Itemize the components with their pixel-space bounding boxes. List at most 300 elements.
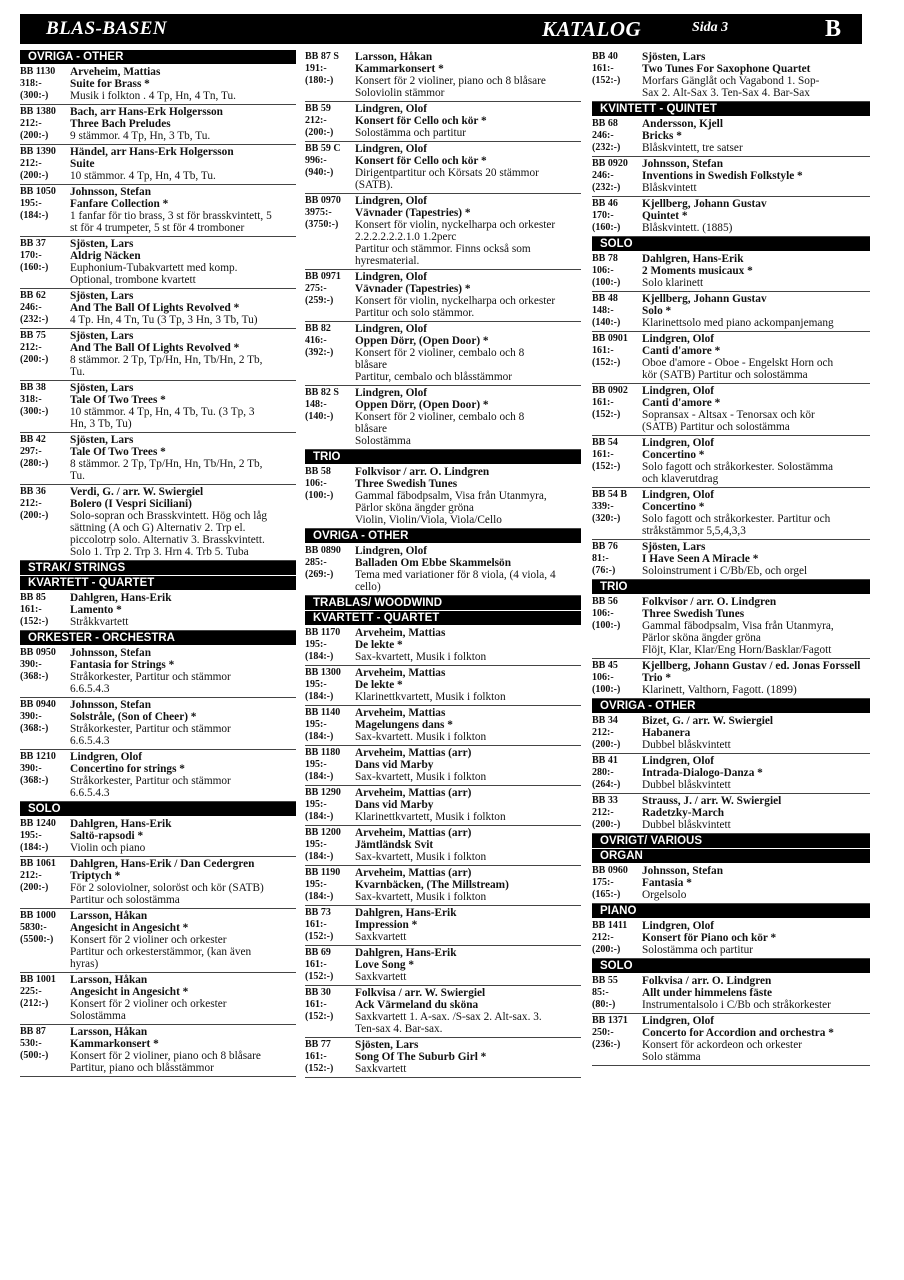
price: 161:- (305, 959, 327, 970)
catalog-code: BB 0902 (592, 385, 628, 396)
price: 280:- (592, 767, 614, 778)
catalog-entry (305, 826, 581, 866)
price: 175:- (592, 877, 614, 888)
catalog-code: BB 41 (592, 755, 618, 766)
member-price: (232:-) (592, 182, 621, 193)
catalog-entry (305, 786, 581, 826)
member-price: (152:-) (592, 75, 621, 86)
member-price: (269:-) (305, 569, 334, 580)
work-description: Konsert för 2 violiner och orkester Partitur och orkesterstämmor, (kan även hyras) (70, 934, 252, 970)
composer-name: Sjösten, Lars (70, 330, 134, 342)
catalog-entry (20, 105, 296, 145)
catalog-entry (20, 750, 296, 802)
price: 161:- (592, 397, 614, 408)
work-title: Fantasia for Strings * (70, 659, 175, 671)
price: 339:- (592, 501, 614, 512)
entry-code-row (592, 865, 870, 877)
work-description: Konsert för violin, nyckelharpa och orkester Partitur och solo stämmor. (355, 295, 556, 319)
entry-desc-row (20, 616, 296, 628)
work-title: 2 Moments musicaux * (642, 265, 753, 277)
composer-name: Strauss, J. / arr. W. Swiergiel (642, 795, 782, 807)
member-price: (152:-) (305, 931, 334, 942)
member-price: (80:-) (592, 999, 616, 1010)
entry-code-row (592, 333, 870, 345)
catalog-code: BB 1411 (592, 920, 628, 931)
composer-name: Lindgren, Olof (642, 437, 714, 449)
entry-desc-row (305, 127, 581, 139)
catalog-entry (592, 332, 870, 384)
catalog-entry (592, 50, 870, 102)
entry-code-row (20, 751, 296, 763)
entry-title-row (305, 999, 581, 1011)
price: 5830:- (20, 922, 47, 933)
entry-title-row (592, 63, 870, 75)
work-title: Canti d'amore * (642, 397, 721, 409)
entry-code-row (305, 466, 581, 478)
work-description: 8 stämmor. 2 Tp, Tp/Hn, Hn, Tb/Hn, 2 Tb, Tu. (70, 354, 263, 378)
catalog-code: BB 30 (305, 987, 331, 998)
section-header: TRIO (592, 580, 870, 594)
catalog-code: BB 33 (592, 795, 618, 806)
catalog-code: BB 1180 (305, 747, 341, 758)
entry-desc-row (592, 75, 870, 99)
member-price: (368:-) (20, 775, 49, 786)
entry-title-row (592, 932, 870, 944)
catalog-entry (592, 292, 870, 332)
price: 246:- (592, 130, 614, 141)
entry-code-row (592, 158, 870, 170)
price: 195:- (305, 879, 327, 890)
entry-title-row (592, 449, 870, 461)
price: 212:- (20, 118, 42, 129)
entry-code-row (20, 858, 296, 870)
catalog-entry (305, 946, 581, 986)
entry-desc-row (305, 691, 581, 703)
work-description: 8 stämmor. 2 Tp, Tp/Hn, Hn, Tb/Hn, 2 Tb, Tu. (70, 458, 263, 482)
entry-desc-row (305, 771, 581, 783)
catalog-code: BB 1380 (20, 106, 56, 117)
composer-name: Folkvisa / arr. W. Swiergiel (355, 987, 486, 999)
entry-title-row (20, 342, 296, 354)
catalog-code: BB 62 (20, 290, 46, 301)
entry-code-row (305, 707, 581, 719)
price: 297:- (20, 446, 42, 457)
work-title: Tale Of Two Trees * (70, 446, 166, 458)
brand-title: BLAS-BASEN (46, 18, 168, 39)
entry-desc-row (305, 219, 581, 267)
entry-title-row (592, 397, 870, 409)
member-price: (232:-) (20, 314, 49, 325)
composer-name: Lindgren, Olof (355, 545, 427, 557)
entry-title-row (20, 986, 296, 998)
entry-title-row (305, 115, 581, 127)
composer-name: Lindgren, Olof (355, 323, 427, 335)
composer-name: Johnsson, Stefan (70, 186, 151, 198)
catalog-code: BB 68 (592, 118, 618, 129)
entry-title-row (20, 198, 296, 210)
entry-code-row (592, 385, 870, 397)
entry-code-row (305, 103, 581, 115)
catalog-code: BB 48 (592, 293, 618, 304)
member-price: (212:-) (20, 998, 49, 1009)
price: 3975:- (305, 207, 332, 218)
composer-name: Dahlgren, Hans-Erik (355, 947, 457, 959)
catalog-code: BB 1000 (20, 910, 56, 921)
member-price: (184:-) (305, 811, 334, 822)
entry-code-row (592, 755, 870, 767)
entry-title-row (305, 839, 581, 851)
work-title: Ack Värmeland du sköna (355, 999, 479, 1011)
entry-desc-row (305, 347, 581, 383)
entry-desc-row (305, 411, 581, 447)
work-description: Saxkvartett 1. A-sax. /S-sax 2. Alt-sax. 3. Ten-sax 4. Bar-sax. (355, 1011, 542, 1035)
entry-title-row (20, 830, 296, 842)
catalog-entry (305, 866, 581, 906)
composer-name: Lindgren, Olof (642, 333, 714, 345)
catalog-code: BB 0960 (592, 865, 628, 876)
composer-name: Sjösten, Lars (70, 290, 134, 302)
member-price: (200:-) (20, 354, 49, 365)
work-title: Impression * (355, 919, 418, 931)
work-title: Love Song * (355, 959, 415, 971)
index-letter: B (825, 16, 842, 42)
catalog-code: BB 59 (305, 103, 331, 114)
entry-desc-row (20, 170, 296, 182)
price: 161:- (592, 449, 614, 460)
catalog-code: BB 1200 (305, 827, 341, 838)
entry-title-row (305, 639, 581, 651)
catalog-code: BB 58 (305, 466, 331, 477)
entry-code-row (305, 827, 581, 839)
composer-name: Lindgren, Olof (355, 195, 427, 207)
entry-code-row (592, 660, 870, 672)
work-title: Kammarkonsert * (70, 1038, 159, 1050)
member-price: (236:-) (592, 1039, 621, 1050)
catalog-entry (20, 65, 296, 105)
composer-name: Lindgren, Olof (642, 1015, 714, 1027)
composer-name: Folkvisor / arr. O. Lindgren (642, 596, 777, 608)
entry-title-row (305, 759, 581, 771)
entry-title-row (305, 679, 581, 691)
catalog-entry (592, 488, 870, 540)
catalog-entry (20, 1025, 296, 1077)
entry-title-row (20, 118, 296, 130)
work-description: Solo klarinett (642, 277, 704, 289)
price: 318:- (20, 78, 42, 89)
member-price: (140:-) (305, 411, 334, 422)
entry-desc-row (592, 222, 870, 234)
catalog-code: BB 76 (592, 541, 618, 552)
composer-name: Andersson, Kjell (642, 118, 723, 130)
entry-desc-row (592, 944, 870, 956)
catalog-entry (592, 117, 870, 157)
work-title: De lekte * (355, 639, 403, 651)
work-description: Saxkvartett (355, 931, 407, 943)
member-price: (300:-) (20, 406, 49, 417)
catalog-entry (305, 194, 581, 270)
composer-name: Arveheim, Mattias (70, 66, 161, 78)
price: 170:- (20, 250, 42, 261)
work-description: Dubbel blåskvintett (642, 739, 731, 751)
entry-code-row (20, 290, 296, 302)
member-price: (264:-) (592, 779, 621, 790)
price: 246:- (592, 170, 614, 181)
catalog-entry (20, 857, 296, 909)
work-description: Konsert för 2 violiner, piano och 8 blåsare Soloviolin stämmor (355, 75, 546, 99)
work-description: 4 Tp. Hn, 4 Tn, Tu (3 Tp, 3 Hn, 3 Tb, Tu) (70, 314, 258, 326)
entry-title-row (305, 557, 581, 569)
member-price: (184:-) (305, 771, 334, 782)
entry-desc-row (305, 811, 581, 823)
entry-desc-row (592, 461, 870, 485)
composer-name: Arveheim, Mattias (arr) (355, 867, 472, 879)
composer-name: Lindgren, Olof (642, 920, 714, 932)
entry-title-row (305, 1051, 581, 1063)
work-description: Dubbel blåskvintett (642, 819, 731, 831)
work-title: Vävnader (Tapestries) * (355, 207, 471, 219)
catalog-code: BB 59 C (305, 143, 341, 154)
catalog-code: BB 0920 (592, 158, 628, 169)
section-header: SOLO (592, 237, 870, 251)
entry-title-row (20, 394, 296, 406)
catalog-entry (305, 50, 581, 102)
entry-title-row (20, 78, 296, 90)
entry-desc-row (305, 651, 581, 663)
work-description: Musik i folkton . 4 Tp, Hn, 4 Tn, Tu. (70, 90, 236, 102)
page-number: Sida 3 (692, 20, 729, 35)
member-price: (200:-) (20, 510, 49, 521)
catalog-code: BB 1170 (305, 627, 341, 638)
work-description: Dirigentpartitur och Körsats 20 stämmor (SATB). (355, 167, 539, 191)
catalog-entry (592, 384, 870, 436)
member-price: (320:-) (592, 513, 621, 524)
member-price: (300:-) (20, 90, 49, 101)
work-description: Sax-kvartett, Musik i folkton (355, 891, 487, 903)
member-price: (200:-) (20, 170, 49, 181)
price: 212:- (305, 115, 327, 126)
section-header: OVRIGA - OTHER (592, 699, 870, 713)
entry-desc-row (592, 999, 870, 1011)
price: 161:- (305, 999, 327, 1010)
catalog-entry (305, 386, 581, 450)
entry-code-row (305, 747, 581, 759)
composer-name: Johnsson, Stefan (642, 158, 723, 170)
work-description: Saxkvartett (355, 971, 407, 983)
catalog-code: BB 87 (20, 1026, 46, 1037)
price: 212:- (20, 498, 42, 509)
work-title: Quintet * (642, 210, 688, 222)
entry-desc-row (20, 314, 296, 326)
work-description: Sax-kvartett, Musik i folkton (355, 771, 487, 783)
member-price: (152:-) (305, 1063, 334, 1074)
entry-code-row (592, 596, 870, 608)
price: 285:- (305, 557, 327, 568)
work-description: Klarinettsolo med piano ackompanjemang (642, 317, 834, 329)
catalog-entry (20, 381, 296, 433)
catalog-entry (592, 659, 870, 699)
entry-code-row (20, 146, 296, 158)
catalog-entry (305, 270, 581, 322)
catalog-entry (20, 329, 296, 381)
catalog-code: BB 36 (20, 486, 46, 497)
work-description: 9 stämmor. 4 Tp, Hn, 3 Tb, Tu. (70, 130, 211, 142)
catalog-entry (20, 145, 296, 185)
catalog-entry (305, 626, 581, 666)
catalog-code: BB 0940 (20, 699, 56, 710)
catalog-code: BB 85 (20, 592, 46, 603)
work-title: Angesicht in Angesicht * (70, 922, 189, 934)
catalog-entry (20, 185, 296, 237)
entry-code-row (305, 545, 581, 557)
member-price: (152:-) (20, 616, 49, 627)
catalog-code: BB 1061 (20, 858, 56, 869)
catalog-entry (592, 157, 870, 197)
entry-code-row (20, 699, 296, 711)
work-description: Konsert för 2 violiner, cembalo och 8 blåsare Solostämma (355, 411, 525, 447)
catalog-code: BB 1190 (305, 867, 341, 878)
work-title: Concerto for Accordion and orchestra * (642, 1027, 834, 1039)
entry-title-row (592, 170, 870, 182)
composer-name: Dahlgren, Hans-Erik (642, 253, 744, 265)
work-title: Magelungens dans * (355, 719, 453, 731)
entry-title-row (20, 763, 296, 775)
entry-code-row (592, 437, 870, 449)
price: 81:- (592, 553, 609, 564)
entry-title-row (305, 959, 581, 971)
entry-desc-row (592, 513, 870, 537)
composer-name: Johnsson, Stefan (642, 865, 723, 877)
entry-desc-row (305, 490, 581, 526)
entry-code-row (592, 51, 870, 63)
price: 416:- (305, 335, 327, 346)
entry-code-row (20, 974, 296, 986)
price: 212:- (20, 870, 42, 881)
section-header: OVRIGA - OTHER (305, 529, 581, 543)
member-price: (280:-) (20, 458, 49, 469)
entry-title-row (305, 919, 581, 931)
entry-desc-row (592, 779, 870, 791)
composer-name: Arveheim, Mattias (355, 667, 446, 679)
header-bar (20, 14, 862, 44)
catalog-entry (305, 906, 581, 946)
column-2 (305, 50, 581, 1078)
entry-desc-row (592, 409, 870, 433)
entry-title-row (20, 711, 296, 723)
work-description: Konsert för violin, nyckelharpa och orkester 2.2.2.2.2.2.1.0 1.2perc Partitur och stämmor. Finns också som hyresmaterial. (355, 219, 556, 267)
work-description: Orgelsolo (642, 889, 687, 901)
catalog-entry (592, 197, 870, 237)
work-title: Radetzky-March (642, 807, 724, 819)
catalog-code: BB 34 (592, 715, 618, 726)
entry-desc-row (592, 1039, 870, 1063)
catalog-entry (592, 714, 870, 754)
entry-title-row (305, 155, 581, 167)
composer-name: Kjellberg, Johann Gustav (642, 198, 767, 210)
entry-desc-row (305, 851, 581, 863)
work-title: Three Bach Preludes (70, 118, 171, 130)
catalog-entry (592, 974, 870, 1014)
entry-desc-row (305, 731, 581, 743)
member-price: (368:-) (20, 671, 49, 682)
work-title: Inventions in Swedish Folkstyle * (642, 170, 803, 182)
price: 225:- (20, 986, 42, 997)
composer-name: Dahlgren, Hans-Erik (70, 818, 172, 830)
entry-title-row (592, 987, 870, 999)
work-description: 1 fanfar för tio brass, 3 st för brasskvintett, 5 st för 4 trumpeter, 5 st för 4 tromboner (70, 210, 272, 234)
entry-title-row (592, 553, 870, 565)
entry-code-row (305, 51, 581, 63)
price: 390:- (20, 763, 42, 774)
work-description: Oboe d'amore - Oboe - Engelskt Horn och kör (SATB) Partitur och solostämma (642, 357, 834, 381)
entry-title-row (305, 63, 581, 75)
entry-code-row (305, 947, 581, 959)
member-price: (200:-) (592, 819, 621, 830)
entry-desc-row (20, 671, 296, 695)
entry-code-row (305, 987, 581, 999)
price: 212:- (592, 727, 614, 738)
entry-title-row (592, 608, 870, 620)
member-price: (152:-) (592, 409, 621, 420)
catalog-entry (592, 754, 870, 794)
entry-desc-row (305, 891, 581, 903)
entry-desc-row (592, 819, 870, 831)
work-title: Allt under himmelens fäste (642, 987, 773, 999)
member-price: (184:-) (20, 842, 49, 853)
member-price: (184:-) (20, 210, 49, 221)
composer-name: Händel, arr Hans-Erk Holgersson (70, 146, 234, 158)
entry-title-row (20, 659, 296, 671)
composer-name: Lindgren, Olof (642, 385, 714, 397)
member-price: (184:-) (305, 731, 334, 742)
price: 148:- (305, 399, 327, 410)
column-3 (592, 50, 870, 1066)
work-description: Klarinettkvartett, Musik i folkton (355, 811, 506, 823)
composer-name: Kjellberg, Johann Gustav (642, 293, 767, 305)
catalog-entry (592, 436, 870, 488)
composer-name: Arveheim, Mattias (arr) (355, 827, 472, 839)
work-description: Stråkorkester, Partitur och stämmor 6.6.5.4.3 (70, 775, 231, 799)
entry-desc-row (592, 357, 870, 381)
entry-desc-row (20, 130, 296, 142)
entry-code-row (305, 907, 581, 919)
catalog-entry (20, 433, 296, 485)
member-price: (180:-) (305, 75, 334, 86)
section-header: SOLO (20, 802, 296, 816)
member-price: (100:-) (592, 277, 621, 288)
price: 530:- (20, 1038, 42, 1049)
work-title: I Have Seen A Miracle * (642, 553, 759, 565)
composer-name: Sjösten, Lars (642, 541, 706, 553)
catalog-entry (305, 706, 581, 746)
work-title: Fanfare Collection * (70, 198, 169, 210)
price: 212:- (20, 158, 42, 169)
composer-name: Dahlgren, Hans-Erik (355, 907, 457, 919)
work-description: Gammal fäbodpsalm, Visa från Utanmyra, Pärlor sköna ängder gröna Violin, Violin/Viola, Viola/Cello (355, 490, 547, 526)
price: 212:- (592, 807, 614, 818)
work-description: Solostämma och partitur (355, 127, 467, 139)
work-title: Oppen Dörr, (Open Door) * (355, 335, 489, 347)
catalog-code: BB 1050 (20, 186, 56, 197)
catalog-code: BB 0901 (592, 333, 628, 344)
section-header: ORKESTER - ORCHESTRA (20, 631, 296, 645)
composer-name: Sjösten, Lars (355, 1039, 419, 1051)
member-price: (184:-) (305, 851, 334, 862)
entry-code-row (305, 143, 581, 155)
composer-name: Arveheim, Mattias (arr) (355, 787, 472, 799)
catalog-code: BB 37 (20, 238, 46, 249)
composer-name: Bizet, G. / arr. W. Swiergiel (642, 715, 774, 727)
work-description: Euphonium-Tubakvartett med komp. Optional, trombone kvartett (70, 262, 238, 286)
